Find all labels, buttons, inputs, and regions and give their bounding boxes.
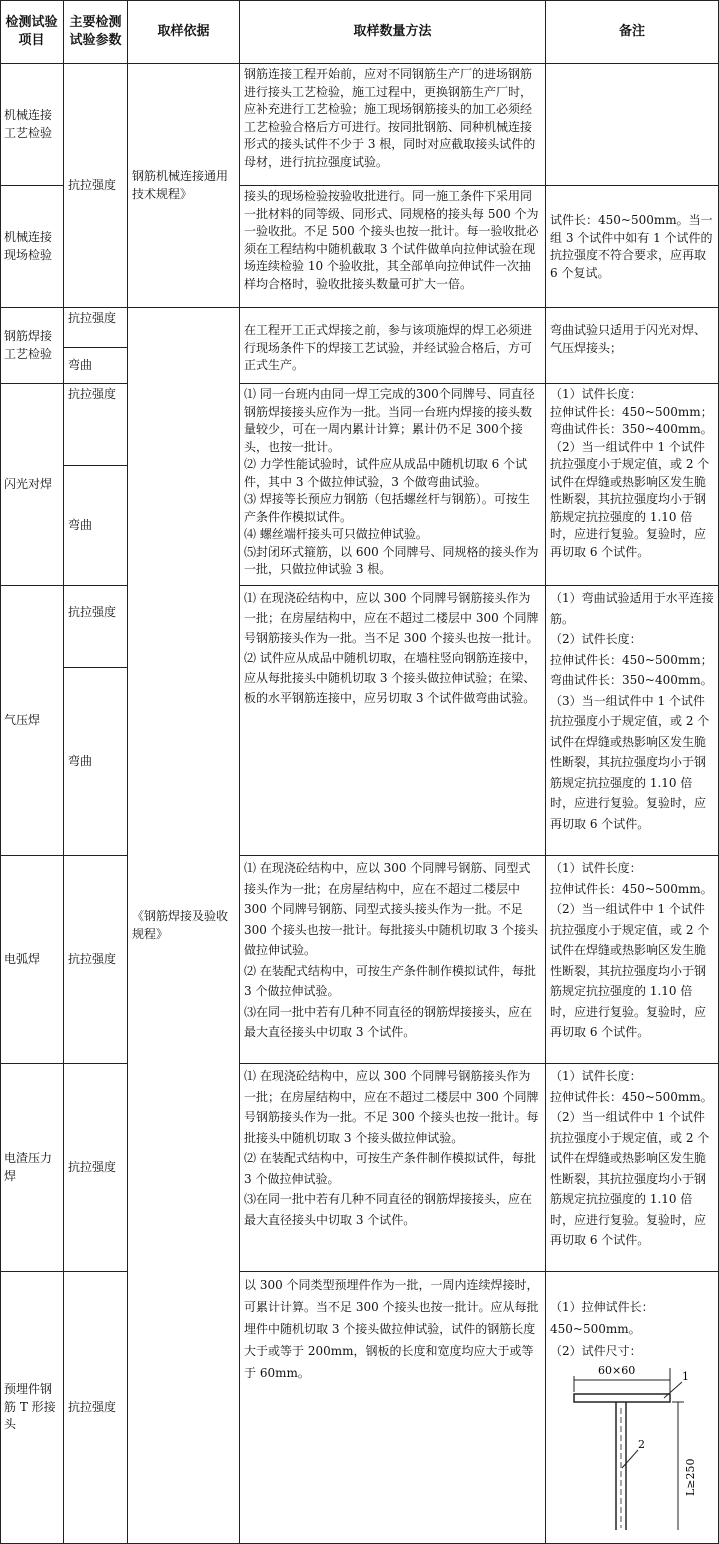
method-flash-butt: ⑴ 同一台班内由同一焊工完成的300个同牌号、同直径钢筋焊接接头应作为一批。当同一台班内焊接的接头数量较少，可在一周内累计计算；累计仍不足 300个接头，也按一批计。 ⑵ 力学性能试验时，试件应从成品中随机切取 6 个试件，其中 3 个做拉伸试验，3 个做弯曲试验。 ⑶ 焊接等长预应力钢筋（包括螺丝杆与钢筋）。可按生产条件作模拟试件。 ⑷ 螺丝端杆接头可只做拉伸试验。 ⑸封闭环式箍筋，以 600 个同牌号、同规格的接头作为一批，只做拉伸试验 3 根。 xyxy=(240,384,546,586)
param-gas-tensile: 抗拉强度 xyxy=(64,586,128,668)
callout-2: 2 xyxy=(638,1438,645,1451)
note-flash-butt: （1）试件长度： 拉伸试件长：450~500mm； 弯曲试件长：350~400mm。 （2）当一组试件中 1 个试件抗拉强度小于规定值，或 2 个试件在焊缝或热影响区发生脆性断裂，其抗拉强度均小于钢筋规定抗拉强度的 1.10 倍时，应进行复验。复验时，应再切取 6 个试件。 xyxy=(546,384,719,586)
param-flash-bend: 弯曲 xyxy=(64,466,128,586)
note-embedded-t-text: （1）拉伸试件长： 450~500mm。 （2）试件尺寸： xyxy=(550,1300,654,1358)
note-arc-weld: （1）试件长度： 拉伸试件长：450~500mm。 （2）当一组试件中 1 个试件抗拉强度小于规定值，或 2 个试件在焊缝或热影响区发生脆性断裂，其抗拉强度均小于钢筋规定抗拉强度的 1.10 倍时，应进行复验。复验时，应再切取 6 个试件。 xyxy=(546,856,719,1064)
header-item: 检测试验项目 xyxy=(0,0,64,64)
item-gas-pressure: 气压焊 xyxy=(0,586,64,856)
callout-1: 1 xyxy=(682,1370,689,1383)
note-mech-field: 试件长：450~500mm。当一组 3 个试件中如有 1 个试件的抗拉强度不符合要求，应再取 6 个复试。 xyxy=(546,186,719,308)
param-weld-tensile: 抗拉强度 xyxy=(64,308,128,348)
item-electroslag: 电渣压力焊 xyxy=(0,1064,64,1272)
leader-2 xyxy=(622,1450,638,1468)
note-mech-process xyxy=(546,64,719,186)
method-embedded-t: 以 300 个同类型预埋件作为一批，一周内连续焊接时，可累计计算。当不足 300 个接头也按一批计。应从每批埋件中随机切取 3 个接头做拉伸试验，试件的钢筋长度大于或等于 200mm，钢板的长度和宽度均应大于或等于 60mm。 xyxy=(240,1272,546,1544)
param-mech: 抗拉强度 xyxy=(64,64,128,308)
item-flash-butt: 闪光对焊 xyxy=(0,384,64,586)
item-weld-process: 钢筋焊接工艺检验 xyxy=(0,308,64,384)
note-electroslag: （1）试件长度： 拉伸试件长：450~500mm。 （2）当一组试件中 1 个试件抗拉强度小于规定值，或 2 个试件在焊缝或热影响区发生脆性断裂，其抗拉强度均小于钢筋规定抗拉强度的 1.10 倍时，应进行复验。复验时，应再切取 6 个试件。 xyxy=(546,1064,719,1272)
basis-weld: 《钢筋焊接及验收规程》 xyxy=(128,308,240,1544)
param-embedded-t: 抗拉强度 xyxy=(64,1272,128,1544)
note-weld-process: 弯曲试验只适用于闪光对焊、气压焊接头； xyxy=(546,308,719,384)
note-embedded-t xyxy=(546,1272,719,1544)
header-method: 取样数量方法 xyxy=(240,0,546,64)
param-flash-tensile: 抗拉强度 xyxy=(64,384,128,466)
header-note: 备注 xyxy=(546,0,719,64)
header-basis: 取样依据 xyxy=(128,0,240,64)
header-param: 主要检测试验参数 xyxy=(64,0,128,64)
note-gas-pressure: （1）弯曲试验适用于水平连接筋。 （2）试件长度： 拉伸试件长：450~500mm； 弯曲试件长：350~400mm。 （3）当一组试件中 1 个试件抗拉强度小于规定值，或 2 个试件在焊缝或热影响区发生脆性断裂，其抗拉强度均小于钢筋规定抗拉强度的 1.10 倍时，应进行复验。复验时，应再切取 6 个试件。 xyxy=(546,586,719,856)
item-mech-process: 机械连接工艺检验 xyxy=(0,64,64,186)
t-joint-specimen-diagram xyxy=(560,1348,710,1538)
basis-mech: 钢筋机械连接通用技术规程》 xyxy=(128,64,240,308)
method-weld-process: 在工程开工正式焊接之前，参与该项施焊的焊工必须进行现场条件下的焊接工艺试验，并经试验合格后，方可正式生产。 xyxy=(240,308,546,384)
method-electroslag: ⑴ 在现浇砼结构中，应以 300 个同牌号钢筋接头作为一批；在房屋结构中，应在不超过二楼层中 300 个同牌号钢筋接头作为一批。不足 300 个接头也按一批计。每批接头中随机切取 3 个接头做拉伸试验。 ⑵ 在装配式结构中，可按生产条件制作模拟试件，每批 3 个做拉伸试验。 ⑶在同一批中若有几种不同直径的钢筋焊接接头，应在最大直径接头中切取 3 个试件。 xyxy=(240,1064,546,1272)
param-weld-bend: 弯曲 xyxy=(64,348,128,384)
item-mech-field: 机械连接现场检验 xyxy=(0,186,64,308)
item-arc-weld: 电弧焊 xyxy=(0,856,64,1064)
param-arc: 抗拉强度 xyxy=(64,856,128,1064)
method-mech-field: 接头的现场检验按验收批进行。同一施工条件下采用同一批材料的同等级、同形式、同规格的接头每 500 个为一验收批。不足 500 个接头也按一批计。每一验收批必须在工程结构中随机截取 3 个试件做单向拉伸试验在现场连续检验 10 个验收批，其全部单向拉伸试件一次抽样均合格时，验收批接头数量可扩大一倍。 xyxy=(240,186,546,308)
param-gas-bend: 弯曲 xyxy=(64,668,128,856)
plate-size-label: 60×60 xyxy=(598,1364,636,1377)
param-electroslag: 抗拉强度 xyxy=(64,1064,128,1272)
leader-1 xyxy=(664,1382,682,1398)
method-gas-pressure: ⑴ 在现浇砼结构中，应以 300 个同牌号钢筋接头作为一批；在房屋结构中，应在不超过二楼层中 300 个同牌号钢筋接头作为一批。当不足 300 个接头也按一批计。 ⑵ 试件应从成品中随机切取，在墙柱竖向钢筋连接中，应从每批接头中随机切取 3 个接头做拉伸试验；在梁、板的水平钢筋连接中，应另切取 3 个试件做弯曲试验。 xyxy=(240,586,546,856)
item-embedded-t: 预埋件钢筋 T 形接头 xyxy=(0,1272,64,1544)
method-mech-process: 钢筋连接工程开始前，应对不同钢筋生产厂的进场钢筋进行接头工艺检验，施工过程中，更换钢筋生产厂时，应补充进行工艺检验；施工现场钢筋接头的加工必须经工艺检验合格后方可进行。按同批钢筋、同种机械连接形式的接头试件不少于 3 根，同时对应截取接头试件的母材，进行抗拉强度试验。 xyxy=(240,64,546,186)
steel-plate-shape xyxy=(574,1394,670,1402)
method-arc-weld: ⑴ 在现浇砼结构中，应以 300 个同牌号钢筋、同型式接头作为一批；在房屋结构中，应在不超过二楼层中 300 个同牌号钢筋、同型式接头接头作为一批。不足 300 个接头也按一批计。每批接头中随机切取 3 个接头做拉伸试验。 ⑵ 在装配式结构中，可按生产条件制作模拟试件，每批 3 个做拉伸试验。 ⑶在同一批中若有几种不同直径的钢筋焊接接头，应在最大直径接头中切取 3 个试件。 xyxy=(240,856,546,1064)
length-label: L≥250 xyxy=(684,1458,697,1496)
